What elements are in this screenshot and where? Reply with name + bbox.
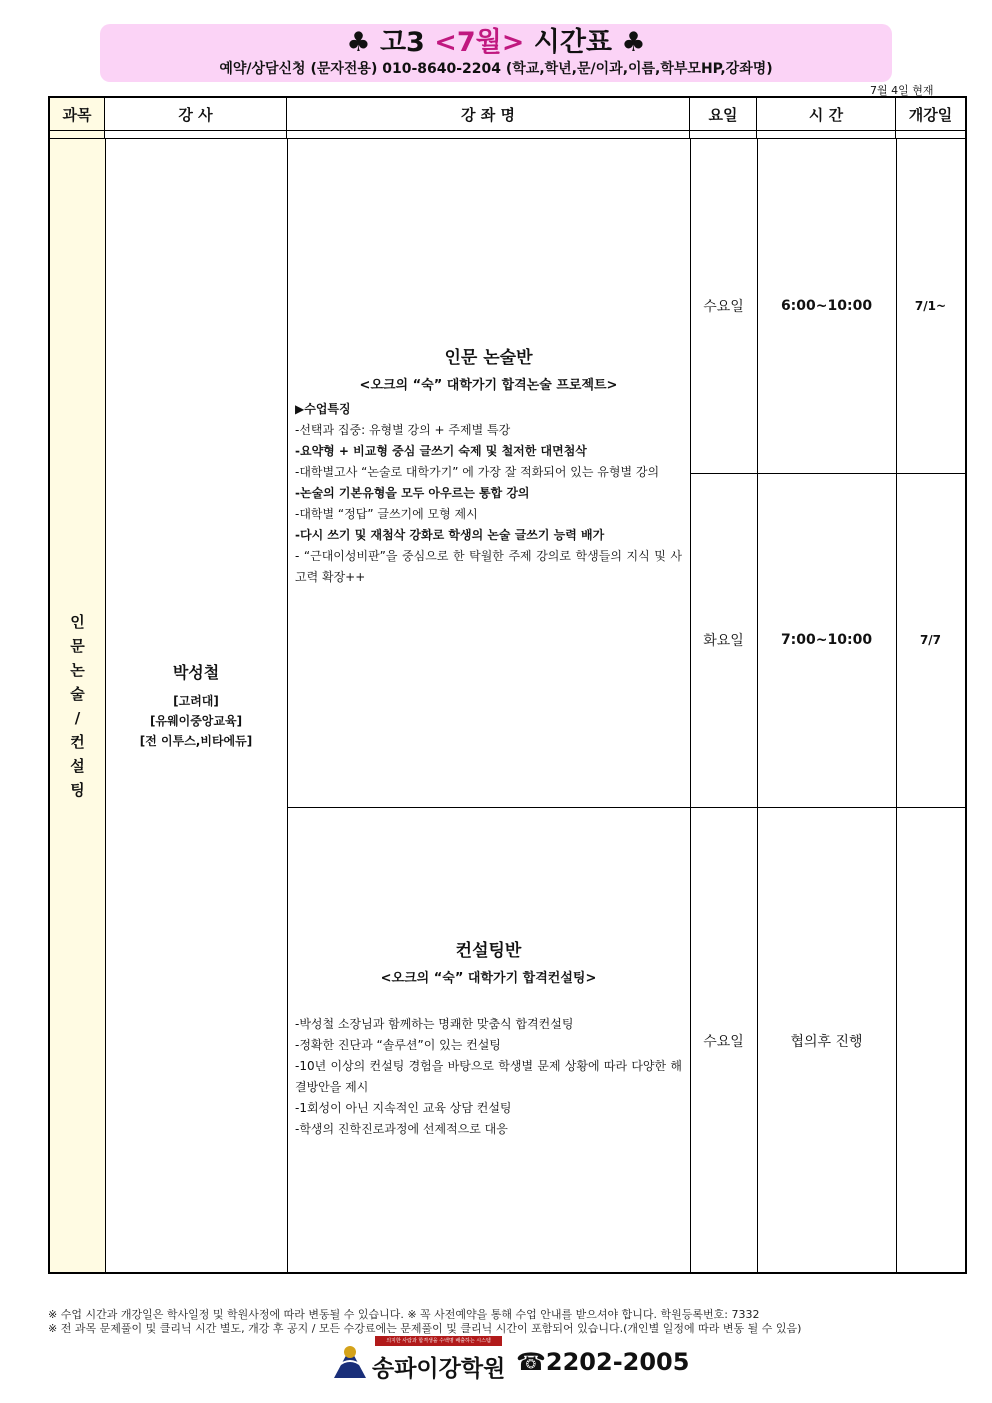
footer-note: ※ 전 과목 문제풀이 및 클리닉 시간 별도, 개강 후 공지 / 모든 수강료에는 문제풀이 및 클리닉 시간이 포함되어 있습니다.(개인별 일정에 따라 변동 될 수 있음) [48,1322,802,1335]
course-feature: -10년 이상의 컨설팅 경험을 바탕으로 학생별 문제 상황에 따라 다양한 해결방안을 제시 [295,1059,682,1094]
schedule-start: 7/1~ [914,299,947,313]
course-feature: -박성철 소장님과 함께하는 명쾌한 맞춤식 합격컨설팅 [295,1017,574,1031]
course-feature: - “근대이성비판”을 중심으로 한 탁월한 주제 강의로 학생들의 지식 및 사고력 확장++ [295,549,682,584]
teacher-affiliation: [전 이투스,비타에듀] [139,734,253,748]
col-course: 강 좌 명 [287,98,690,131]
subject-cell: 인 문 논 술 / 컨 설 팅 [50,139,105,1272]
course-feature: -논술의 기본유형을 모두 아우르는 통합 강의 [295,486,530,500]
slogan-banner: 의지한 사람과 합격생을 수백명 배출하는 시스템 [375,1336,502,1346]
teacher-cell [105,139,287,1272]
teacher-name: 박성철 [172,663,220,682]
course-humanities-essay [287,343,690,588]
reservation-info: 예약/상담신청 (문자전용) 010-8640-2204 (학교,학년,문/이과,이름,학부모HP,강좌명) [219,61,773,77]
schedule-day: 화요일 [703,633,744,649]
col-time: 시 간 [757,98,896,131]
course-feature: -1회성이 아닌 지속적인 교육 상담 컨설팅 [295,1101,512,1115]
schedule-start [896,807,965,1274]
course-feature: -학생의 진학진로과정에 선제적으로 대응 [295,1122,508,1136]
timetable [48,96,967,1274]
col-teacher: 강 사 [105,98,287,131]
as-of-date: 7월 4일 현재 [870,84,934,97]
course-subtitle: <오크의 “숙” 대학가기 합격논술 프로젝트> [359,378,618,393]
course-name: 인문 논술반 [444,348,533,368]
course-feature: ▶수업특징 [295,402,351,416]
course-feature: -요약형 + 비교형 중심 글쓰기 숙제 및 철저한 대면첨삭 [295,444,587,458]
col-start: 개강일 [896,98,965,131]
course-name: 컨설팅반 [455,941,522,961]
schedule-day: 수요일 [703,1033,744,1050]
schedule-day: 수요일 [703,299,744,315]
schedule-time: 협의후 진행 [790,1033,863,1050]
course-subtitle: <오크의 “숙” 대학가기 합격컨설팅> [380,971,597,986]
page-title: ♣ 고3 <7월> 시간표 ♣ [346,27,646,58]
academy-logo-icon [330,1338,370,1382]
footer-note: ※ 수업 시간과 개강일은 학사일정 및 학원사정에 따라 변동될 수 있습니다. ※ 꼭 사전예약을 통해 수업 안내를 받으셔야 합니다. 학원등록번호: 7332 [48,1308,760,1321]
schedule-time: 7:00~10:00 [780,632,873,648]
schedule-start: 7/7 [919,633,942,647]
course-feature: -선택과 집중: 유형별 강의 + 주제별 특강 [295,423,511,437]
course-feature: -다시 쓰기 및 재첨삭 강화로 학생의 논술 글쓰기 능력 배가 [295,528,605,542]
teacher-affiliation: [유웨이중앙교육] [149,714,243,728]
teacher-affiliation: [고려대] [173,694,219,708]
course-feature: -정확한 진단과 “솔루션”이 있는 컨설팅 [295,1038,501,1052]
course-consulting [287,936,690,1140]
col-day: 요일 [690,98,757,131]
academy-name: 송파이강학원 [372,1356,506,1382]
academy-phone: ☎2202-2005 [516,1348,690,1376]
header-banner [100,24,892,82]
col-subject: 과목 [50,98,105,131]
course-feature: -대학별고사 “논술로 대학가기” 에 가장 잘 적화되어 있는 유형별 강의 [295,465,660,479]
schedule-time: 6:00~10:00 [780,298,873,314]
course-feature: -대학별 “정답” 글쓰기에 모형 제시 [295,507,478,521]
